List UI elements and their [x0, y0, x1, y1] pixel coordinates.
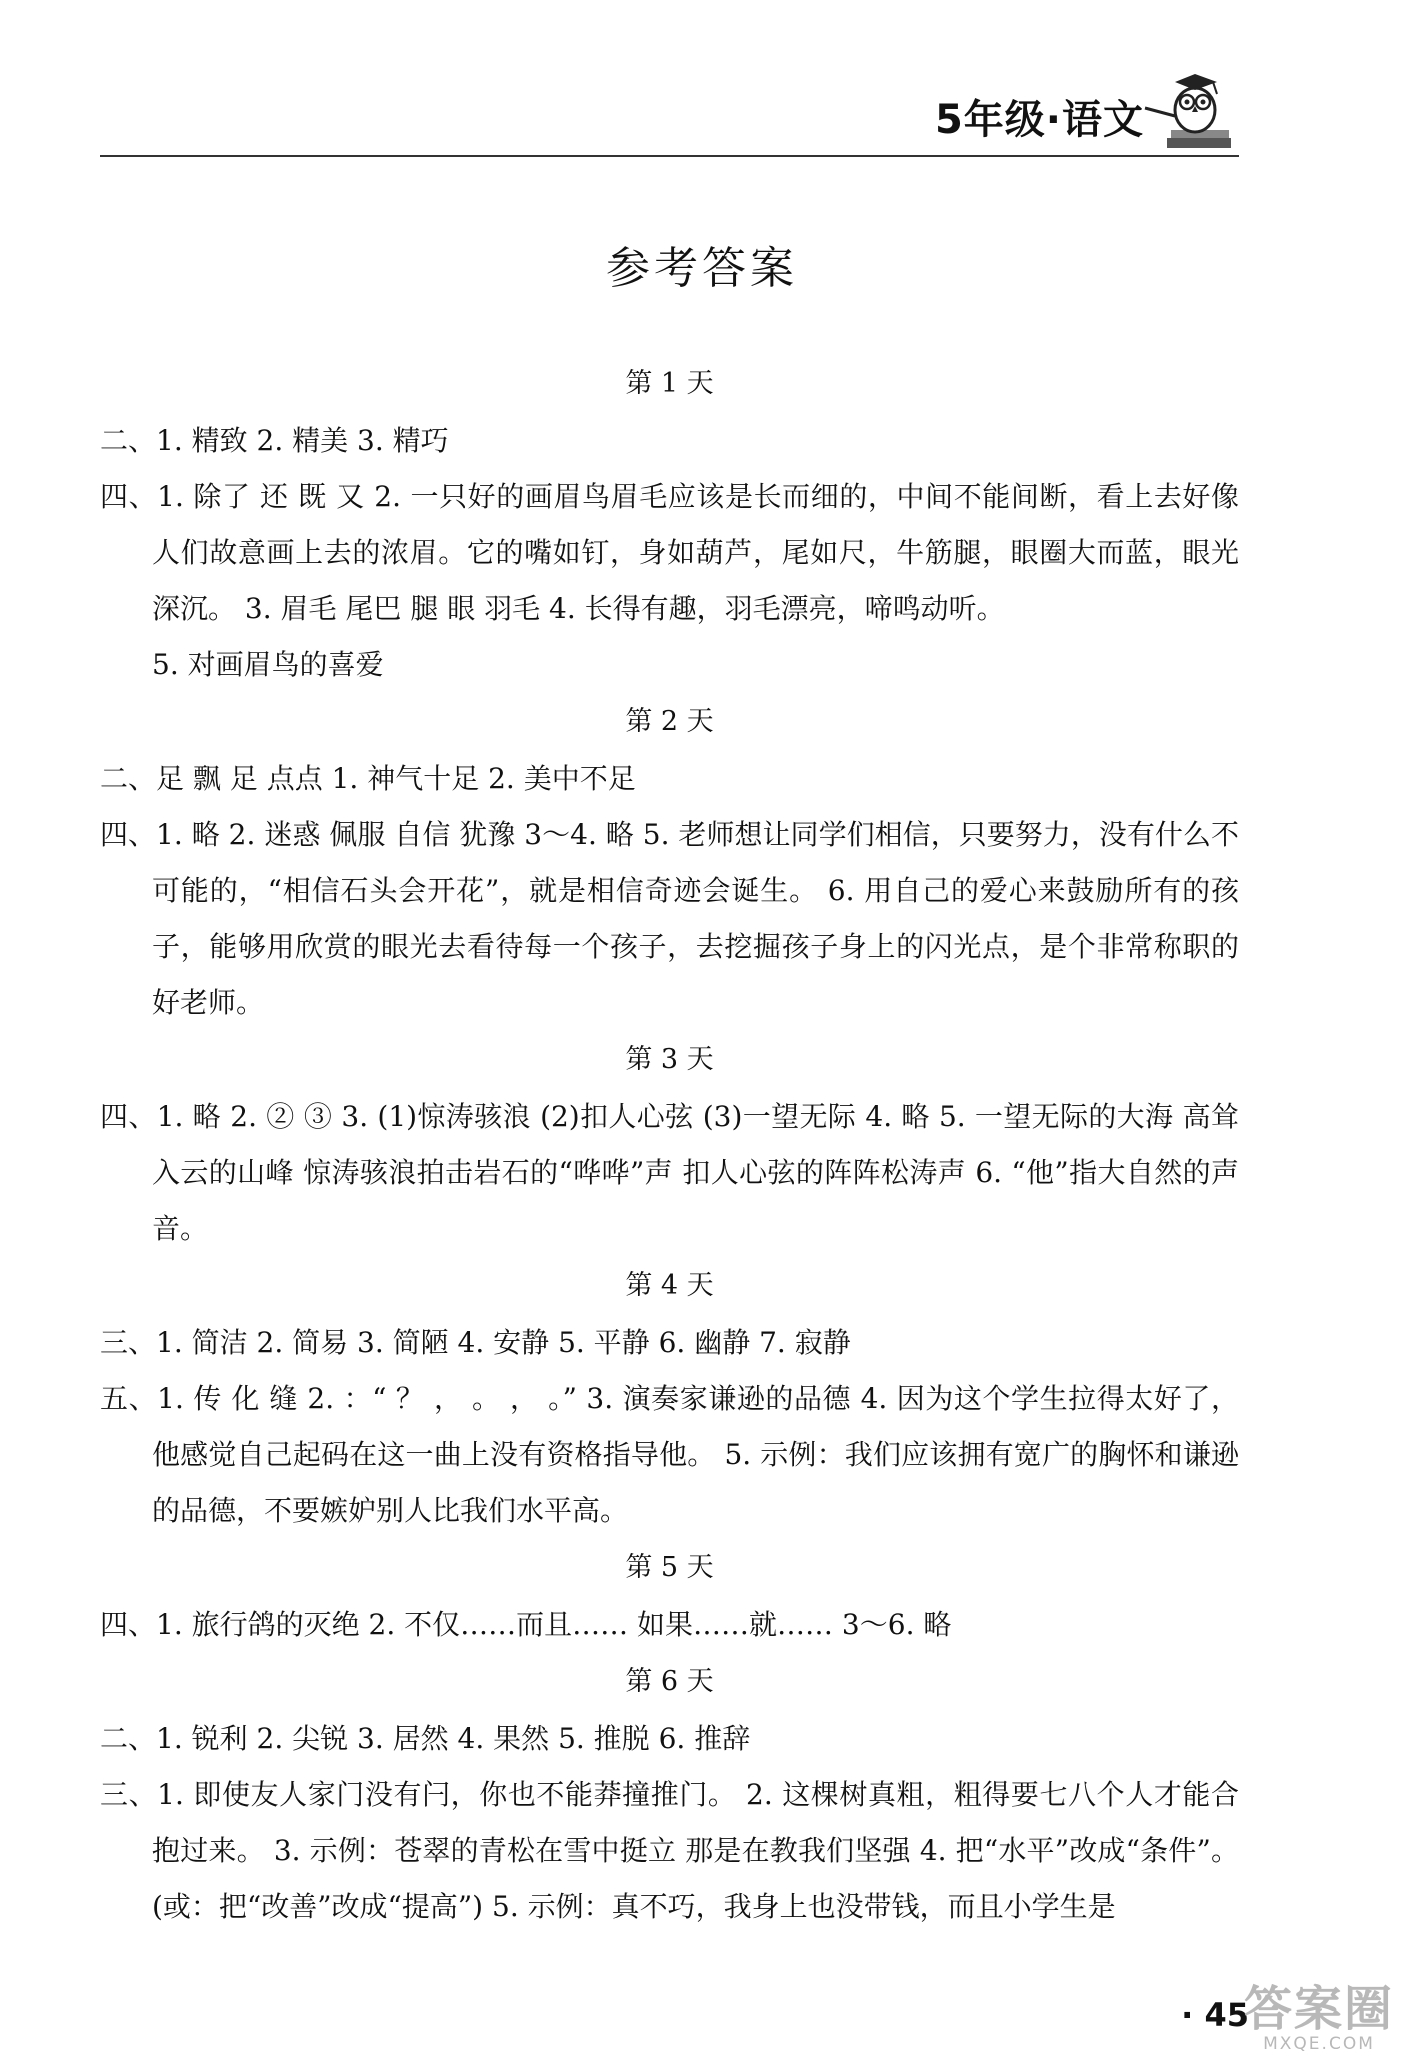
day-heading: 第 4 天: [625, 1270, 714, 1301]
watermark-url: MXQE.COM: [1263, 2034, 1375, 2054]
day-heading: 第 6 天: [625, 1666, 714, 1697]
page-header: [100, 60, 1239, 160]
answer-paragraph: 二、足 飘 足 点点 1. 神气十足 2. 美中不足: [100, 762, 636, 795]
answer-paragraph: 四、1. 略 2. 迷惑 佩服 自信 犹豫 3～4. 略 5. 老师想让同学们相信，只要努力，没有什么不可能的，“相信石头会开花”，就是相信奇迹会诞生。 6. 用自己的爱心来鼓励所有的孩子，能够用欣赏的眼光去看待每一个孩子，去挖掘孩子身上的闪光点，是个非常称职的好老师。: [100, 818, 1239, 1019]
header-divider: [100, 155, 1239, 157]
grade-subject-title: 5年级·语文: [934, 97, 1144, 143]
answer-paragraph: 5. 对画眉鸟的喜爱: [152, 648, 384, 681]
answer-paragraph: 三、1. 即使友人家门没有闩，你也不能莽撞推门。 2. 这棵树真粗，粗得要七八个人才能合抱过来。 3. 示例：苍翠的青松在雪中挺立 那是在教我们坚强 4. 把“水平”改成“条件”。(或：把“改善”改成“提高”) 5. 示例：真不巧，我身上也没带钱，而且小学生是: [100, 1778, 1239, 1923]
answer-paragraph: 四、1. 除了 还 既 又 2. 一只好的画眉鸟眉毛应该是长而细的，中间不能间断，看上去好像人们故意画上去的浓眉。它的嘴如钉，身如葫芦，尾如尺，牛筋腿，眼圈大而蓝，眼光深沉。 3. 眉毛 尾巴 腿 眼 羽毛 4. 长得有趣，羽毛漂亮，啼鸣动听。: [100, 480, 1239, 625]
owl-on-books-icon: [1139, 60, 1239, 160]
day-heading: 第 2 天: [625, 706, 714, 737]
answer-paragraph: 二、1. 锐利 2. 尖锐 3. 居然 4. 果然 5. 推脱 6. 推辞: [100, 1722, 751, 1755]
answer-paragraph: 二、1. 精致 2. 精美 3. 精巧: [100, 424, 449, 457]
watermark-logo-text: 答案圈: [1243, 1981, 1394, 2037]
answer-paragraph: 四、1. 旅行鸽的灭绝 2. 不仅……而且…… 如果……就…… 3～6. 略: [100, 1608, 952, 1641]
watermark: [1243, 1981, 1394, 2054]
answer-paragraph: 五、1. 传 化 缝 2. ：“ ？ ， 。 ， 。” 3. 演奏家谦逊的品德 4. 因为这个学生拉得太好了，他感觉自己起码在这一曲上没有资格指导他。 5. 示例：我们应该拥有宽广的胸怀和谦逊的品德，不要嫉妒别人比我们水平高。: [100, 1382, 1239, 1527]
answer-paragraph: 三、1. 简洁 2. 简易 3. 简陋 4. 安静 5. 平静 6. 幽静 7. 寂静: [100, 1326, 851, 1359]
page-title: 参考答案: [606, 243, 798, 294]
answer-content: [100, 355, 1239, 1935]
day-heading: 第 3 天: [625, 1044, 714, 1075]
day-heading: 第 5 天: [625, 1552, 714, 1583]
page-number: · 45: [1181, 1996, 1249, 2034]
answer-paragraph: 四、1. 略 2. ② ③ 3. (1)惊涛骇浪 (2)扣人心弦 (3)一望无际 4. 略 5. 一望无际的大海 高耸入云的山峰 惊涛骇浪拍击岩石的“哗哗”声 扣人心弦的阵阵松涛声 6. “他”指大自然的声音。: [100, 1100, 1239, 1245]
day-heading: 第 1 天: [625, 368, 714, 399]
